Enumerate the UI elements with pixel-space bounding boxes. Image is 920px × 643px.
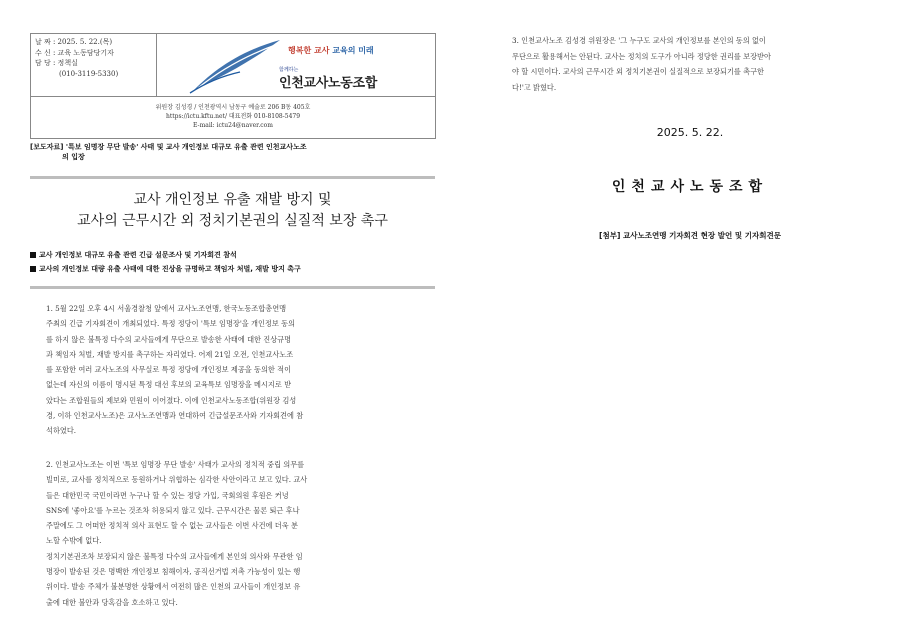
org-prefix: 함께하는 [279, 67, 299, 73]
header-top-row [31, 34, 435, 97]
press-header-box [30, 33, 436, 139]
square-bullet-icon [30, 266, 36, 272]
press-line-2: 의 입장 [62, 153, 85, 161]
meta-recipient: 수 신 : 교육 노동담당기자 [35, 48, 114, 57]
meta-phone: (010-3119-5330) [59, 69, 119, 78]
divider-top [30, 176, 435, 179]
quill-logo-icon [188, 38, 283, 94]
divider-bottom [30, 286, 435, 289]
contact-address: 위원장 김성경 / 인천광역시 남동구 예술로 206 B동 405호 [155, 104, 311, 111]
union-signature: 인천교사노동조합 [611, 179, 769, 195]
title-line-2: 교사의 근무시간 외 정치기본권의 실질적 보장 촉구 [77, 213, 388, 229]
press-release-label [30, 142, 435, 162]
document-title [30, 190, 435, 232]
right-page [460, 0, 920, 643]
contact-web: https://ictu.kftu.net/ 대표전화 010-8108-5479 [165, 113, 301, 120]
bullet-2: 교사의 개인정보 대량 유출 사태에 대한 진상을 규명하고 책임자 처벌, 재발 방지 촉구 [30, 264, 450, 274]
header-meta [31, 34, 157, 96]
bullet-1: 교사 개인정보 대규모 유출 관련 긴급 설문조사 및 기자회견 참석 [30, 250, 450, 260]
release-date: 2025. 5. 22. [656, 126, 724, 139]
paragraph-1: 1. 5월 22일 오후 4시 서울경찰청 앞에서 교사노조연맹, 한국노동조합총연맹 주최의 긴급 기자회견이 개최되었다. 특정 정당이 '특보 임명장'을 개인정보 동의 를 하지 않은 불특정 다수의 교사들에게 무단으로 발송한 사태에 대한 진상규명 과 책임자 처벌, 재발 방지를 촉구하는 자리였다. 어제 21일 오전, 인천교사노조 를 포함한 여러 교사노조의 사무실로 특정 정당에 개인정보 제공을 동의한 적이 없는데 자신의 이름이 명시된 특정 대선 후보의 교육특보 임명장을 메시지로 받 았다는 조합원들의 제보와 민원이 이어졌다. 이에 인천교사노동조합(위원장 김성 경, 이하 인천교사노조)은 교사노조연맹과 연대하여 긴급설문조사와 기자회견에 참 석하였다. [46, 304, 304, 436]
title-line-1: 교사 개인정보 유출 재발 방지 및 [133, 192, 332, 208]
square-bullet-icon [30, 252, 36, 258]
attachment-note: [첨부] 교사노조연맹 기자회견 현장 발언 및 기자회견문 [599, 231, 781, 240]
contact-email: E-mail: ictu24@naver.com [193, 122, 273, 129]
slogan-blue: 교육의 미래 [332, 46, 374, 55]
paragraph-2: 2. 인천교사노조는 이번 '특보 임명장 무단 발송' 사태가 교사의 정치적 중립 의무를 빌미로, 교사를 정치적으로 동원하거나 위협하는 심각한 사안이라고 보고 있다. 교사 들은 대한민국 국민이라면 누구나 할 수 있는 정당 가입, 국회의원 후원은 커녕 SNS에 '좋아요'를 누르는 것조차 허용되지 않고 있다. 근무시간은 물론 퇴근 후나 주말에도 그 어떠한 정치적 의사 표현도 할 수 없는 교사들은 이번 사건에 더욱 분 노할 수밖에 없다. 정치기본권조차 보장되지 않은 불특정 다수의 교사들에게 본인의 의사와 무관한 임 명장이 발송된 것은 명백한 개인정보 침해이자, 공직선거법 저촉 가능성이 있는 행 위이다. 발송 주체가 불분명한 상황에서 여전히 많은 인천의 교사들이 개인정보 유 출에 대한 불안과 당혹감을 호소하고 있다. [46, 460, 308, 607]
meta-contact-dept: 담 당 : 정책실 [35, 59, 78, 67]
meta-date: 날 짜 : 2025. 5. 22.(목) [35, 38, 113, 46]
slogan [288, 45, 374, 56]
slogan-red: 행복한 교사 [288, 46, 330, 55]
union-logo [158, 34, 435, 96]
header-contact [31, 97, 435, 138]
org-name: 인천교사노동조합 [279, 76, 378, 91]
press-line-1: [보도자료] '특보 임명장 무단 발송' 사태 및 교사 개인정보 대규모 유출 관련 인천교사노조 [30, 143, 307, 151]
paragraph-3: 3. 인천교사노조 김성경 위원장은 '그 누구도 교사의 개인정보를 본인의 동의 없이 무단으로 활용해서는 안된다. 교사는 정치의 도구가 아니라 정당한 권리를 보장받아 야 할 시민이다. 교사의 근무시간 외 정치기본권이 실질적으로 보장되기를 촉구한 다!'고 밝혔다. [512, 36, 771, 92]
